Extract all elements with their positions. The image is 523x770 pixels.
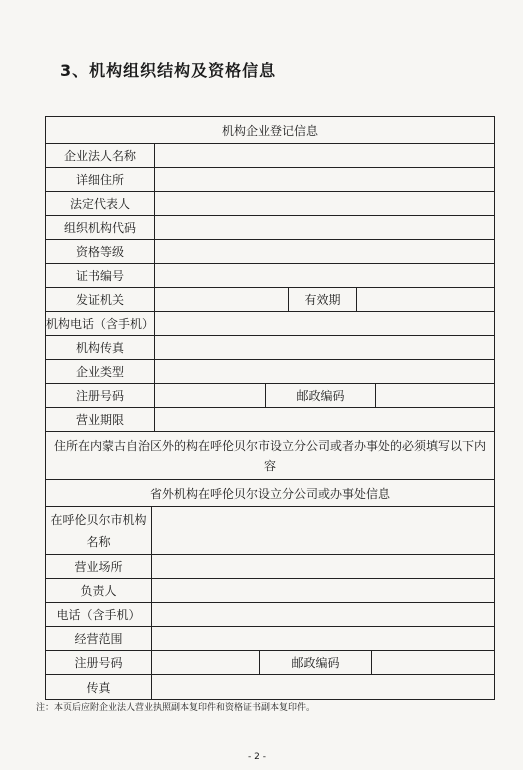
form-row-address [46,168,494,192]
form-row-qual-level [46,240,494,264]
form-row-cert-no [46,264,494,288]
label-org-code: 组织机构代码 [46,216,155,239]
field-issuer[interactable] [155,288,289,311]
label-biz-scope: 经营范围 [46,627,152,650]
footnote: 注：本页后应附企业法人营业执照副本复印件和资格证书副本复印件。 [36,703,316,713]
field-cert-no[interactable] [155,264,494,287]
form-row-legal-name [46,144,494,168]
field-valid-period[interactable] [357,288,494,311]
section2-title: 省外机构在呼伦贝尔设立分公司或办事处信息 [149,486,390,501]
form-row-legal-rep [46,192,494,216]
form-row-reg-no [46,384,494,408]
label-org-name-line2: 名称 [86,534,111,549]
label-legal-name: 企业法人名称 [46,144,155,167]
org-info-form [45,116,495,700]
field-reg-no2[interactable] [152,651,260,674]
field-legal-rep[interactable] [155,192,494,215]
form-row-reg-no2 [46,651,494,675]
label-phone2: 电话（含手机） [46,603,152,626]
form-row-fax [46,336,494,360]
field-ent-type[interactable] [155,360,494,383]
label-fax2: 传真 [46,675,152,699]
label-address: 详细住所 [46,168,155,191]
label-org-name [46,507,152,554]
page-number: - 2 - [248,752,266,762]
field-fax[interactable] [155,336,494,359]
label-manager: 负责人 [46,579,152,602]
form-row-biz-term [46,408,494,432]
field-legal-name[interactable] [155,144,494,167]
form-row-org-name [46,507,494,555]
field-address[interactable] [155,168,494,191]
label-phone: 机构电话（含手机） [46,312,155,335]
page-heading: 3、机构组织结构及资格信息 [60,61,277,80]
form-row-phone2 [46,603,494,627]
form-row-phone [46,312,494,336]
form-row-biz-place [46,555,494,579]
label-biz-place: 营业场所 [46,555,152,578]
field-reg-no[interactable] [155,384,266,407]
label-qual-level: 资格等级 [46,240,155,263]
form-row-ent-type [46,360,494,384]
label-reg-no2: 注册号码 [46,651,152,674]
field-fax2[interactable] [152,675,494,699]
field-biz-scope[interactable] [152,627,494,650]
field-phone2[interactable] [152,603,494,626]
section-title-row [46,117,494,144]
notice-text: 住所在内蒙古自治区外的构在呼伦贝尔市设立分公司或者办事处的必须填写以下内容 [53,438,486,473]
label-valid-period: 有效期 [289,288,357,311]
label-ent-type: 企业类型 [46,360,155,383]
field-manager[interactable] [152,579,494,602]
label-postcode2: 邮政编码 [260,651,372,674]
label-fax: 机构传真 [46,336,155,359]
notice-row [46,432,494,480]
label-reg-no: 注册号码 [46,384,155,407]
form-row-fax2 [46,675,494,699]
field-biz-term[interactable] [155,408,494,431]
form-row-issuer [46,288,494,312]
field-postcode2[interactable] [372,651,494,674]
label-issuer: 发证机关 [46,288,155,311]
label-postcode: 邮政编码 [266,384,376,407]
field-biz-place[interactable] [152,555,494,578]
label-legal-rep: 法定代表人 [46,192,155,215]
field-qual-level[interactable] [155,240,494,263]
field-phone[interactable] [155,312,494,335]
form-row-org-code [46,216,494,240]
form-row-manager [46,579,494,603]
label-cert-no: 证书编号 [46,264,155,287]
section2-title-row [46,480,494,507]
field-postcode[interactable] [376,384,494,407]
field-org-code[interactable] [155,216,494,239]
label-biz-term: 营业期限 [46,408,155,431]
section1-title: 机构企业登记信息 [221,123,318,138]
field-org-name[interactable] [152,507,494,554]
label-org-name-line1: 在呼伦贝尔市机构 [50,512,147,527]
form-row-biz-scope [46,627,494,651]
